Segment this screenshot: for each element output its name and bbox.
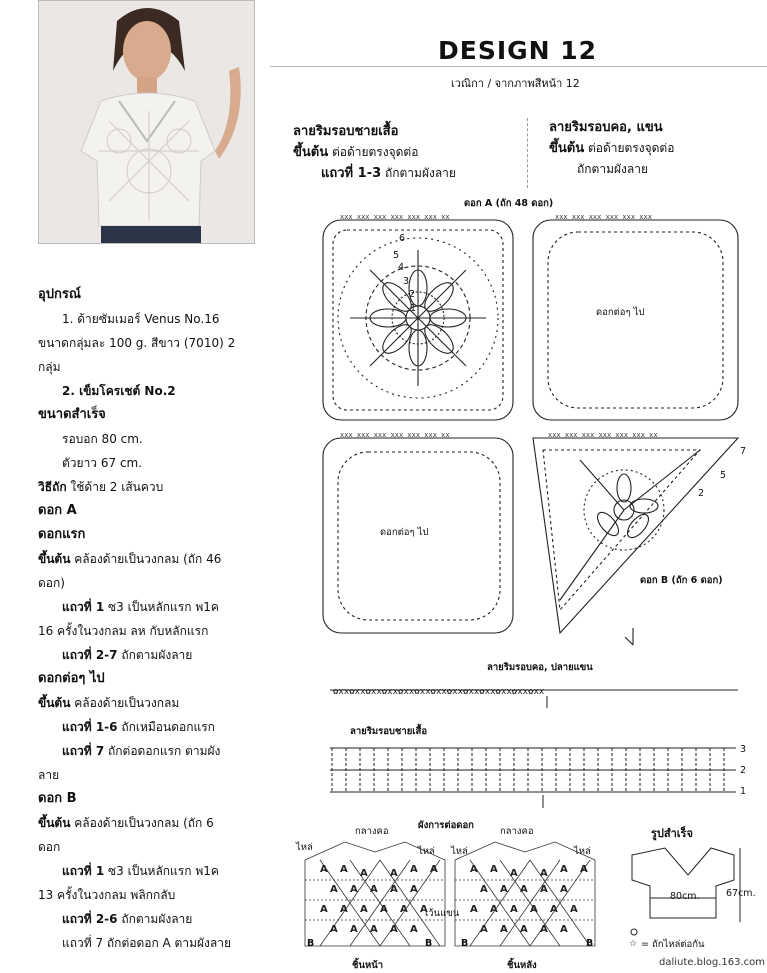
neck-center-back: กลางคอ [500, 826, 534, 837]
material-1-cont: ขนาดกลุ่มละ 100 g. สีขาว (7010) 2 [38, 336, 236, 350]
row-number-2: 2 [409, 289, 416, 300]
row-number-b-7: 7 [740, 446, 747, 457]
row-number-5: 5 [393, 250, 400, 261]
start-text: คล้องด้ายเป็นวงกลม (ถัก 6 [74, 816, 214, 830]
start-text: คล้องด้ายเป็นวงกลม [74, 696, 180, 710]
svg-text:A: A [390, 884, 398, 895]
row-label: แถวที่ 1-6 [62, 720, 118, 734]
row-number-3: 3 [403, 276, 410, 287]
svg-text:A: A [560, 924, 568, 935]
svg-text:A: A [500, 884, 508, 895]
motif-a-first: ดอกแรก [38, 527, 86, 542]
design-subtitle: เวณิกา / จากภาพสีหน้า 12 [451, 77, 580, 90]
b-mark-1: B [307, 938, 315, 949]
row-number-1: 1 [410, 303, 417, 314]
motif-a-label [464, 196, 553, 211]
material-1-cont2: กลุ่ม [38, 360, 61, 374]
svg-text:A: A [490, 904, 498, 915]
svg-text:A: A [510, 868, 518, 879]
size-heading: ขนาดสำเร็จ [38, 407, 106, 422]
materials-heading: อุปกรณ์ [38, 287, 81, 302]
svg-text:xxx xxx xxx xxx xxx xxx xx: xxx xxx xxx xxx xxx xxx xx [340, 213, 450, 221]
svg-text:A: A [530, 904, 538, 915]
svg-text:A: A [360, 904, 368, 915]
b-mark-3: B [461, 938, 469, 949]
row-number-b-2: 2 [698, 488, 705, 499]
svg-text:A: A [330, 924, 338, 935]
row-text: ถักตามผังลาย [121, 648, 193, 662]
finished-title: รูปสำเร็จ [651, 827, 693, 840]
svg-text:A: A [520, 924, 528, 935]
svg-text:A: A [520, 884, 528, 895]
svg-text:A: A [400, 904, 408, 915]
assembly-title: ผังการต่อดอก [418, 820, 474, 831]
credit-watermark: daliute.blog.163.com [659, 957, 766, 968]
svg-text:A: A [340, 864, 348, 875]
continue-label-1: ดอกต่อๆ ไป [596, 307, 645, 318]
svg-text:A: A [480, 884, 488, 895]
motif-b-row7: แถวที่ 7 ถักต่อดอก A ตามผังลาย [62, 936, 232, 950]
svg-text:A: A [390, 868, 398, 879]
material-1: 1. ด้ายซัมเมอร์ Venus No.16 [62, 312, 220, 326]
motif-b-count: (ถัก 6 ดอก) [671, 575, 723, 586]
continue-label-2: ดอกต่อๆ ไป [380, 527, 429, 538]
motif-a-row1-cont: 16 ครั้งในวงกลม ลห กับหลักแรก [38, 624, 209, 638]
back-piece-label: ชิ้นหลัง [507, 960, 537, 971]
motif-b-frame [533, 438, 738, 633]
row-label: แถวที่ 2-7 [62, 648, 118, 662]
svg-text:A: A [410, 864, 418, 875]
svg-text:A: A [340, 904, 348, 915]
hem-row-3: 3 [740, 744, 747, 755]
motif-a-start-cont: ดอก) [38, 576, 65, 590]
svg-text:A: A [410, 924, 418, 935]
row-text: ซ3 เป็นหลักแรก พ1ค [108, 864, 219, 878]
start-label: ขึ้นต้น [38, 816, 71, 830]
start-text: คล้องด้ายเป็นวงกลม (ถัก 46 [74, 552, 222, 566]
design-title: DESIGN 12 [438, 36, 598, 65]
star-icon: ☆ [629, 939, 638, 949]
method-label: วิธีถัก [38, 480, 67, 494]
svg-text:A: A [510, 904, 518, 915]
neck-edge-title: ลายริมรอบคอ, แขน [549, 120, 663, 135]
svg-text:A: A [580, 864, 588, 875]
motif-next-row7-cont: ลาย [38, 768, 60, 782]
svg-text:xxx xxx xxx xxx xxx xxx xx: xxx xxx xxx xxx xxx xxx xx [340, 431, 450, 439]
hem-strip-title: ลายริมรอบชายเสื้อ [350, 726, 428, 737]
hem-row-1: 1 [740, 786, 747, 797]
neck-edge-rows-text: ถักตามผังลาย [577, 162, 648, 176]
svg-text:A: A [320, 864, 328, 875]
row-text: ถักต่อดอกแรก ตามผัง [108, 744, 221, 758]
neck-strip-title: ลายริมรอบคอ, ปลายแขน [487, 662, 593, 673]
motif-b-heading: ดอก B [38, 791, 77, 806]
svg-text:A: A [420, 904, 428, 915]
motif-a-count: (ถัก 48 ดอก) [495, 198, 554, 209]
shoulder-label-4: ไหล่ [574, 846, 591, 857]
svg-text:A: A [330, 884, 338, 895]
hem-edge-title: ลายริมรอบชายเสื้อ [293, 124, 399, 139]
neck-edge-start-text: ต่อด้ายตรงจุดต่อ [587, 141, 675, 155]
row-number-4: 4 [398, 262, 405, 273]
shoulder-label-1: ไหล่ [296, 842, 313, 853]
shoulder-label-3: ไหล่ [451, 846, 468, 857]
svg-text:A: A [480, 924, 488, 935]
neck-edge-start-label: ขึ้นต้น [549, 141, 585, 156]
svg-text:A: A [560, 884, 568, 895]
start-label: ขึ้นต้น [38, 552, 71, 566]
assembly-a-letters [320, 864, 588, 935]
svg-text:A: A [380, 904, 388, 915]
motif-b-arrow [625, 628, 633, 645]
svg-text:A: A [370, 884, 378, 895]
svg-text:A: A [540, 884, 548, 895]
finished-legend: = ถักไหล่ต่อกัน [641, 939, 705, 950]
size-bust: รอบอก 80 cm. [62, 432, 143, 446]
svg-text:A: A [370, 924, 378, 935]
svg-text:A: A [540, 868, 548, 879]
row-label: แถวที่ 1 [62, 600, 105, 614]
svg-text:A: A [570, 904, 578, 915]
row-text: ซ3 เป็นหลักแรก พ1ค [108, 600, 219, 614]
svg-text:A: A [360, 868, 368, 879]
motif-tr-inner [548, 232, 723, 408]
row-label: แถวที่ 7 [62, 744, 105, 758]
svg-text:A: A [320, 904, 328, 915]
hem-edge-rows-label: แถวที่ 1-3 [321, 166, 382, 181]
hem-edge-rows-text: ถักตามผังลาย [384, 166, 456, 180]
svg-text:A: A [410, 884, 418, 895]
size-length: ตัวยาว 67 cm. [62, 456, 143, 470]
svg-text:A: A [430, 864, 438, 875]
svg-text:A: A [490, 864, 498, 875]
row-number-b-5: 5 [720, 470, 727, 481]
motif-b-row1-cont: 13 ครั้งในวงกลม พลิกกลับ [38, 888, 176, 902]
svg-text:xxx xxx xxx xxx xxx xxx: xxx xxx xxx xxx xxx xxx [555, 213, 652, 221]
motif-b-label [640, 573, 723, 588]
neck-center-front: กลางคอ [355, 826, 389, 837]
svg-text:A: A [540, 924, 548, 935]
hem-edge-start-label: ขึ้นต้น [293, 145, 329, 160]
svg-text:A: A [350, 924, 358, 935]
motif-a-label-text: ดอก A [464, 198, 493, 209]
motif-b-start-cont: ดอก [38, 840, 61, 854]
motif-a-flower [338, 238, 498, 398]
row-number-6: 6 [399, 233, 406, 244]
neck-strip [330, 687, 738, 708]
finished-width: 80cm. [670, 891, 700, 902]
material-2: 2. เข็มโครเชต์ No.2 [62, 384, 176, 398]
finished-height: 67cm. [726, 888, 756, 899]
svg-text:A: A [350, 884, 358, 895]
front-piece-label: ชิ้นหน้า [352, 960, 384, 971]
hem-row-2: 2 [740, 765, 747, 776]
row-text: ถักเหมือนดอกแรก [121, 720, 215, 734]
hem-strip [330, 748, 736, 808]
svg-text:A: A [560, 864, 568, 875]
b-mark-4: B [586, 938, 594, 949]
shoulder-label-2: ไหล่ [418, 846, 435, 857]
motif-tr-frame [533, 220, 738, 420]
motif-a-heading: ดอก A [38, 503, 77, 518]
motif-b-label-text: ดอก B [640, 575, 669, 586]
method-text: ใช้ด้าย 2 เส้นควบ [70, 480, 164, 494]
motif-next-heading: ดอกต่อๆ ไป [38, 671, 105, 686]
row-text: ถักตามผังลาย [121, 912, 193, 926]
b-mark-2: B [425, 938, 433, 949]
hem-edge-start-text: ต่อด้ายตรงจุดต่อ [331, 145, 419, 159]
row-label: แถวที่ 2-6 [62, 912, 118, 926]
svg-text:A: A [470, 904, 478, 915]
svg-text:A: A [500, 924, 508, 935]
svg-text:✿xx✿xx✿xx✿xx✿xx✿xx✿xx✿xx✿xx✿xx: ✿xx✿xx✿xx✿xx✿xx✿xx✿xx✿xx✿xx✿xx✿xx✿xx✿xx [333, 687, 545, 697]
start-label: ขึ้นต้น [38, 696, 71, 710]
svg-text:A: A [470, 864, 478, 875]
assembly-diagrams [305, 842, 595, 946]
svg-text:xxx xxx xxx xxx xxx xxx xx: xxx xxx xxx xxx xxx xxx xx [548, 431, 658, 439]
row-label: แถวที่ 1 [62, 864, 105, 878]
svg-text:A: A [550, 904, 558, 915]
svg-text:A: A [390, 924, 398, 935]
sleeve-gap-label: เว้นแขน [425, 908, 460, 919]
xxx-ticks [340, 213, 658, 439]
